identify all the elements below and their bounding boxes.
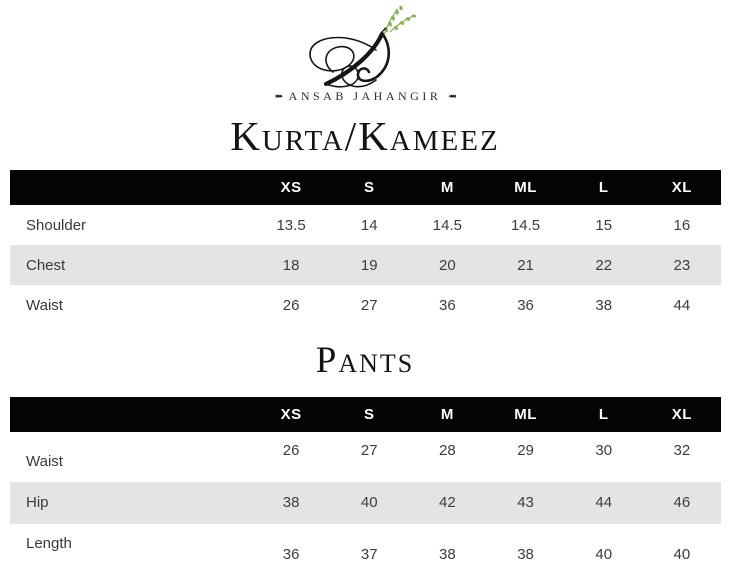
charts-container xyxy=(0,114,730,573)
size-value: 44 xyxy=(673,296,691,314)
size-value: 36 xyxy=(282,545,300,563)
measurement-label: Waist xyxy=(26,296,63,314)
measurement-label: Length xyxy=(26,534,72,552)
measurement-row xyxy=(10,524,721,573)
size-column-header: S xyxy=(363,179,375,197)
size-header-row xyxy=(10,397,721,432)
size-table xyxy=(10,397,721,573)
measurement-row xyxy=(10,482,721,524)
size-value: 37 xyxy=(360,545,378,563)
measurement-label: Waist xyxy=(26,453,63,471)
section-title: Kurta/Kameez xyxy=(230,113,500,159)
header-blank-cell xyxy=(10,397,252,432)
brand-monogram-icon xyxy=(280,4,450,88)
size-column-header: L xyxy=(598,179,609,197)
size-value: 38 xyxy=(595,296,613,314)
measurement-label: Hip xyxy=(26,494,49,512)
section-title: Pants xyxy=(315,340,415,382)
size-value: 14.5 xyxy=(432,216,462,234)
size-column-header: XS xyxy=(280,405,302,423)
monogram-strokes xyxy=(310,28,389,87)
size-value: 23 xyxy=(673,256,691,274)
size-column-header: S xyxy=(363,405,375,423)
brand-logo xyxy=(0,0,730,104)
size-chart-section xyxy=(0,341,730,573)
size-table xyxy=(10,170,721,325)
size-column-header: XS xyxy=(280,179,302,197)
size-value: 26 xyxy=(282,442,300,460)
size-value: 38 xyxy=(517,545,534,563)
size-value: 26 xyxy=(282,296,300,314)
size-chart-section xyxy=(0,114,730,325)
size-value: 40 xyxy=(360,494,378,512)
size-value: 21 xyxy=(517,256,534,274)
size-value: 40 xyxy=(595,545,613,563)
size-value: 19 xyxy=(360,256,378,274)
size-value: 22 xyxy=(595,256,613,274)
size-column-header: L xyxy=(598,405,609,423)
size-column-header: ML xyxy=(514,179,537,197)
measurement-row xyxy=(10,432,721,482)
size-column-header: ML xyxy=(514,405,537,423)
size-value: 16 xyxy=(673,216,691,234)
size-value: 36 xyxy=(517,296,534,314)
triple-arrow-left-icon: ◂◂◂ xyxy=(448,92,455,100)
size-value: 29 xyxy=(517,442,534,460)
brand-name-line xyxy=(0,88,730,104)
measurement-row xyxy=(10,205,721,245)
size-value: 43 xyxy=(517,494,534,512)
size-column-header: M xyxy=(440,405,454,423)
size-column-header: XL xyxy=(671,405,692,423)
size-value: 27 xyxy=(360,442,378,460)
size-column-header: M xyxy=(440,179,454,197)
size-value: 32 xyxy=(673,442,691,460)
measurement-label: Chest xyxy=(26,256,66,274)
size-value: 18 xyxy=(282,256,300,274)
size-value: 20 xyxy=(439,256,456,274)
size-value: 14 xyxy=(360,216,378,234)
size-value: 42 xyxy=(439,494,456,512)
size-value: 46 xyxy=(673,494,691,512)
brand-name: ANSAB JAHANGIR xyxy=(288,88,442,103)
size-value: 30 xyxy=(595,442,613,460)
size-value: 14.5 xyxy=(510,216,541,234)
size-value: 40 xyxy=(673,545,691,563)
size-header-row xyxy=(10,170,721,205)
measurement-row xyxy=(10,245,721,285)
size-column-header: XL xyxy=(671,179,692,197)
size-value: 13.5 xyxy=(276,216,306,234)
size-value: 36 xyxy=(439,296,456,314)
size-value: 38 xyxy=(439,545,456,563)
triple-arrow-right-icon: ▸▸▸ xyxy=(275,92,282,100)
size-value: 38 xyxy=(282,494,300,512)
header-blank-cell xyxy=(10,170,252,205)
measurement-row xyxy=(10,285,721,325)
size-value: 44 xyxy=(595,494,613,512)
size-value: 28 xyxy=(439,442,456,460)
size-value: 15 xyxy=(595,216,613,234)
leaf-cluster xyxy=(383,5,416,33)
size-value: 27 xyxy=(360,296,378,314)
measurement-label: Shoulder xyxy=(26,216,87,234)
